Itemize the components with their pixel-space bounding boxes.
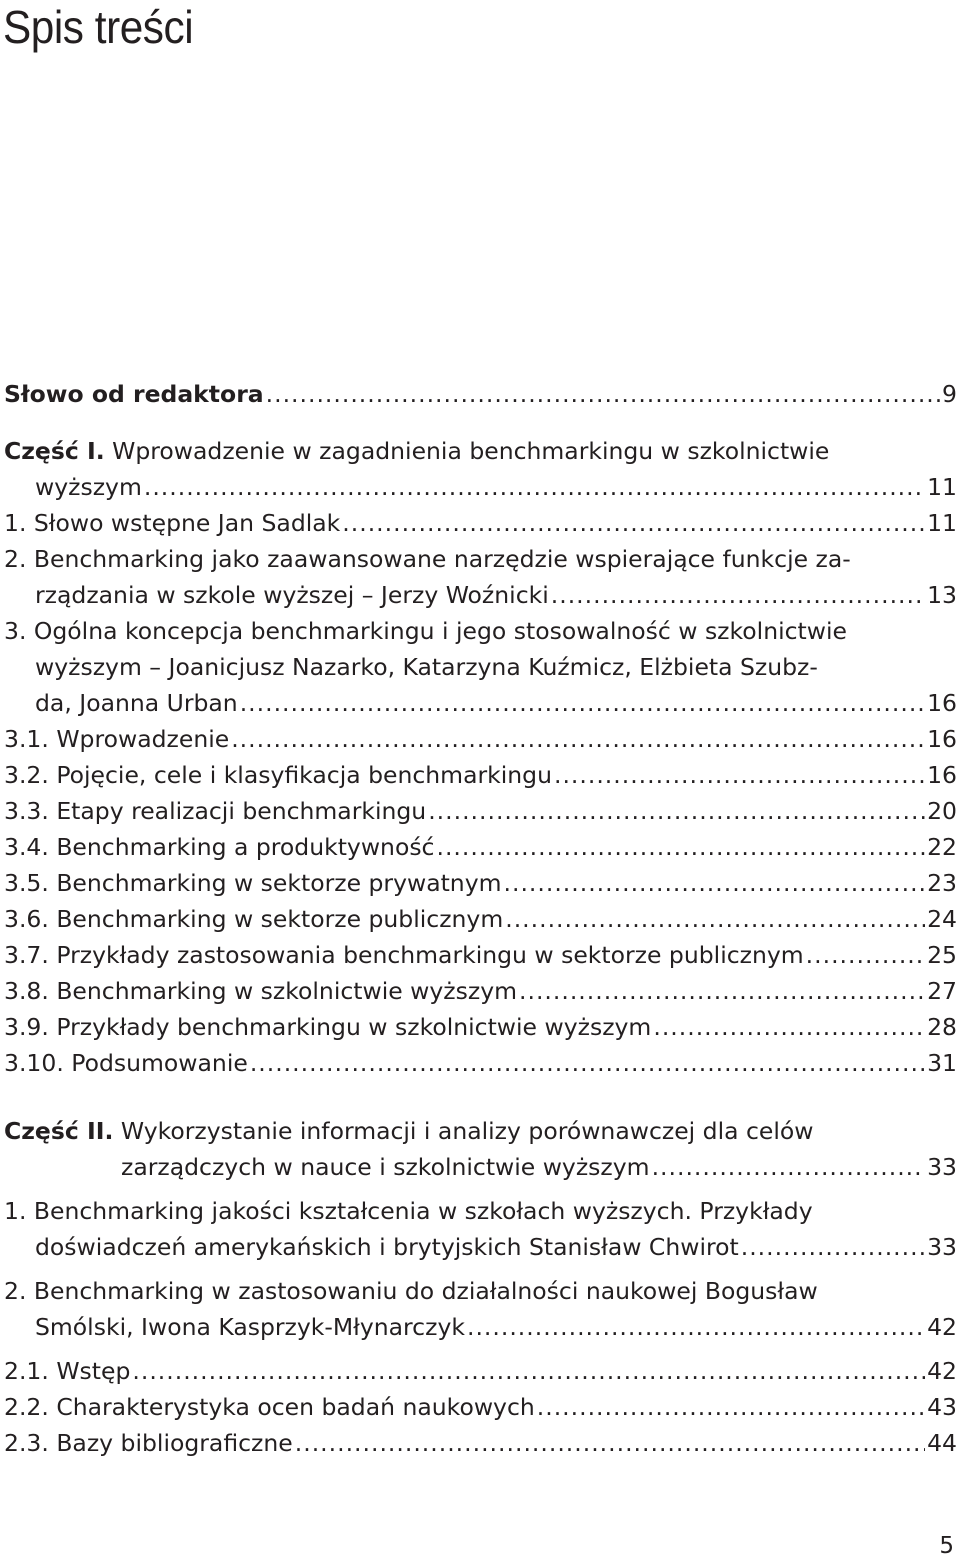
toc-entry[interactable]	[4, 721, 957, 757]
dot-leader	[295, 1425, 925, 1461]
toc-entry[interactable]	[4, 1273, 957, 1345]
toc-entry-text: 3.7. Przykłady zastosowania benchmarkingu w sektorze publicznym	[4, 941, 804, 969]
toc-entry-text: 3.4. Benchmarking a produktywność	[4, 833, 435, 861]
dot-leader	[250, 1045, 925, 1081]
part-title-line-1: Wprowadzenie w zagadnienia benchmarkingu w szkolnictwie	[112, 437, 830, 465]
toc-entry[interactable]	[4, 1389, 957, 1425]
toc-page-number: 33	[927, 1153, 957, 1181]
toc-entry-foreword[interactable]	[4, 376, 957, 412]
toc-page-number: 22	[927, 833, 957, 861]
dot-leader	[653, 1009, 925, 1045]
toc-page-number: 11	[927, 509, 957, 537]
toc-page-number: 24	[927, 905, 957, 933]
toc-entry[interactable]	[4, 793, 957, 829]
toc-entry[interactable]	[4, 937, 957, 973]
toc-entry[interactable]	[4, 829, 957, 865]
toc-entry-text: 3. Ogólna koncepcja benchmarkingu i jego stosowalność w szkolnictwie	[4, 617, 847, 645]
toc-page-number: 27	[927, 977, 957, 1005]
toc-entry-text: 1. Słowo wstępne Jan Sadlak	[4, 509, 341, 537]
toc-entry-text: 3.6. Benchmarking w sektorze publicznym	[4, 905, 504, 933]
toc-entry[interactable]	[4, 1425, 957, 1461]
toc-page-number: 20	[927, 797, 957, 825]
toc-page-number: 16	[927, 689, 957, 717]
toc-entry[interactable]	[4, 505, 957, 541]
toc-entry-text: 3.9. Przykłady benchmarkingu w szkolnictwie wyższym	[4, 1013, 652, 1041]
toc-entry-text: 2. Benchmarking w zastosowaniu do działalności naukowej Bogusław	[4, 1277, 818, 1305]
dot-leader	[342, 505, 925, 541]
toc-entry[interactable]	[4, 1193, 957, 1265]
dot-leader	[144, 469, 925, 505]
toc-page-number: 42	[927, 1357, 957, 1385]
toc-entry-text: 2.1. Wstęp	[4, 1357, 131, 1385]
toc-entry-text: wyższym – Joanicjusz Nazarko, Katarzyna Kuźmicz, Elżbieta Szubz-	[35, 653, 818, 681]
dot-leader	[436, 829, 925, 865]
toc-part-2[interactable]	[4, 1113, 957, 1185]
part-2-chapters	[4, 1193, 957, 1461]
toc-entry[interactable]	[4, 757, 957, 793]
page-number: 5	[939, 1533, 954, 1559]
dot-leader	[504, 865, 926, 901]
table-of-contents	[4, 376, 957, 1461]
toc-entry[interactable]	[4, 901, 957, 937]
toc-page-number: 23	[927, 869, 957, 897]
toc-page-number: 31	[927, 1049, 957, 1077]
toc-page-number: 42	[927, 1313, 957, 1341]
toc-entry-text: rządzania w szkole wyższej – Jerzy Woźnicki	[35, 581, 549, 609]
page-title: Spis treści	[3, 1, 194, 53]
dot-leader	[231, 721, 925, 757]
toc-entry[interactable]	[4, 1009, 957, 1045]
toc-page-number: 43	[927, 1393, 957, 1421]
toc-page-number: 11	[927, 473, 957, 501]
toc-entry-text: 3.2. Pojęcie, cele i klasyfikacja benchmarkingu	[4, 761, 552, 789]
dot-leader	[132, 1353, 925, 1389]
toc-entry[interactable]	[4, 1353, 957, 1389]
toc-page-number: 16	[927, 725, 957, 753]
dot-leader	[806, 937, 925, 973]
part-title-line-2: wyższym	[35, 473, 142, 501]
toc-entry[interactable]	[4, 613, 957, 721]
dot-leader	[240, 685, 925, 721]
part-1-chapters	[4, 505, 957, 1081]
toc-entry-text: da, Joanna Urban	[35, 689, 238, 717]
dot-leader	[428, 793, 925, 829]
toc-entry-text: 3.8. Benchmarking w szkolnictwie wyższym	[4, 977, 517, 1005]
dot-leader	[537, 1389, 925, 1425]
toc-entry[interactable]	[4, 1045, 957, 1081]
toc-entry[interactable]	[4, 541, 957, 613]
toc-entry[interactable]	[4, 973, 957, 1009]
part-label: Część II.	[4, 1117, 114, 1145]
toc-page-number: 16	[927, 761, 957, 789]
part-title-line-1: Wykorzystanie informacji i analizy porównawczej dla celów	[120, 1117, 814, 1145]
toc-entry-text: 2.3. Bazy bibliograficzne	[4, 1429, 293, 1457]
toc-entry-text: 3.5. Benchmarking w sektorze prywatnym	[4, 869, 502, 897]
part-title-line-2: zarządczych w nauce i szkolnictwie wyższym	[121, 1153, 650, 1181]
toc-page-number: 33	[927, 1233, 957, 1261]
toc-entry-text: Smólski, Iwona Kasprzyk-Młynarczyk	[35, 1313, 465, 1341]
dot-leader	[741, 1229, 925, 1265]
toc-page-number: 28	[927, 1013, 957, 1041]
toc-entry-title: Słowo od redaktora	[4, 380, 264, 408]
dot-leader	[467, 1309, 925, 1345]
part-label: Część I.	[4, 437, 105, 465]
toc-entry-text: 2. Benchmarking jako zaawansowane narzędzie wspierające funkcje za-	[4, 545, 851, 573]
toc-page-number: 13	[927, 581, 957, 609]
dot-leader	[554, 757, 925, 793]
toc-entry-text: 3.3. Etapy realizacji benchmarkingu	[4, 797, 427, 825]
toc-page-number: 9	[942, 380, 957, 408]
toc-entry-text: 1. Benchmarking jakości kształcenia w szkołach wyższych. Przykłady	[4, 1197, 813, 1225]
dot-leader	[519, 973, 925, 1009]
toc-entry-text: 3.1. Wprowadzenie	[4, 725, 230, 753]
toc-entry-text: doświadczeń amerykańskich i brytyjskich Stanisław Chwirot	[35, 1233, 739, 1261]
toc-part-1[interactable]	[4, 433, 957, 505]
toc-entry-text: 2.2. Charakterystyka ocen badań naukowych	[4, 1393, 535, 1421]
dot-leader	[266, 376, 940, 412]
toc-page-number: 25	[927, 941, 957, 969]
toc-page-number: 44	[927, 1429, 957, 1457]
dot-leader	[551, 577, 925, 613]
toc-entry[interactable]	[4, 865, 957, 901]
toc-entry-text: 3.10. Podsumowanie	[4, 1049, 248, 1077]
dot-leader	[505, 901, 925, 937]
dot-leader	[652, 1149, 926, 1185]
